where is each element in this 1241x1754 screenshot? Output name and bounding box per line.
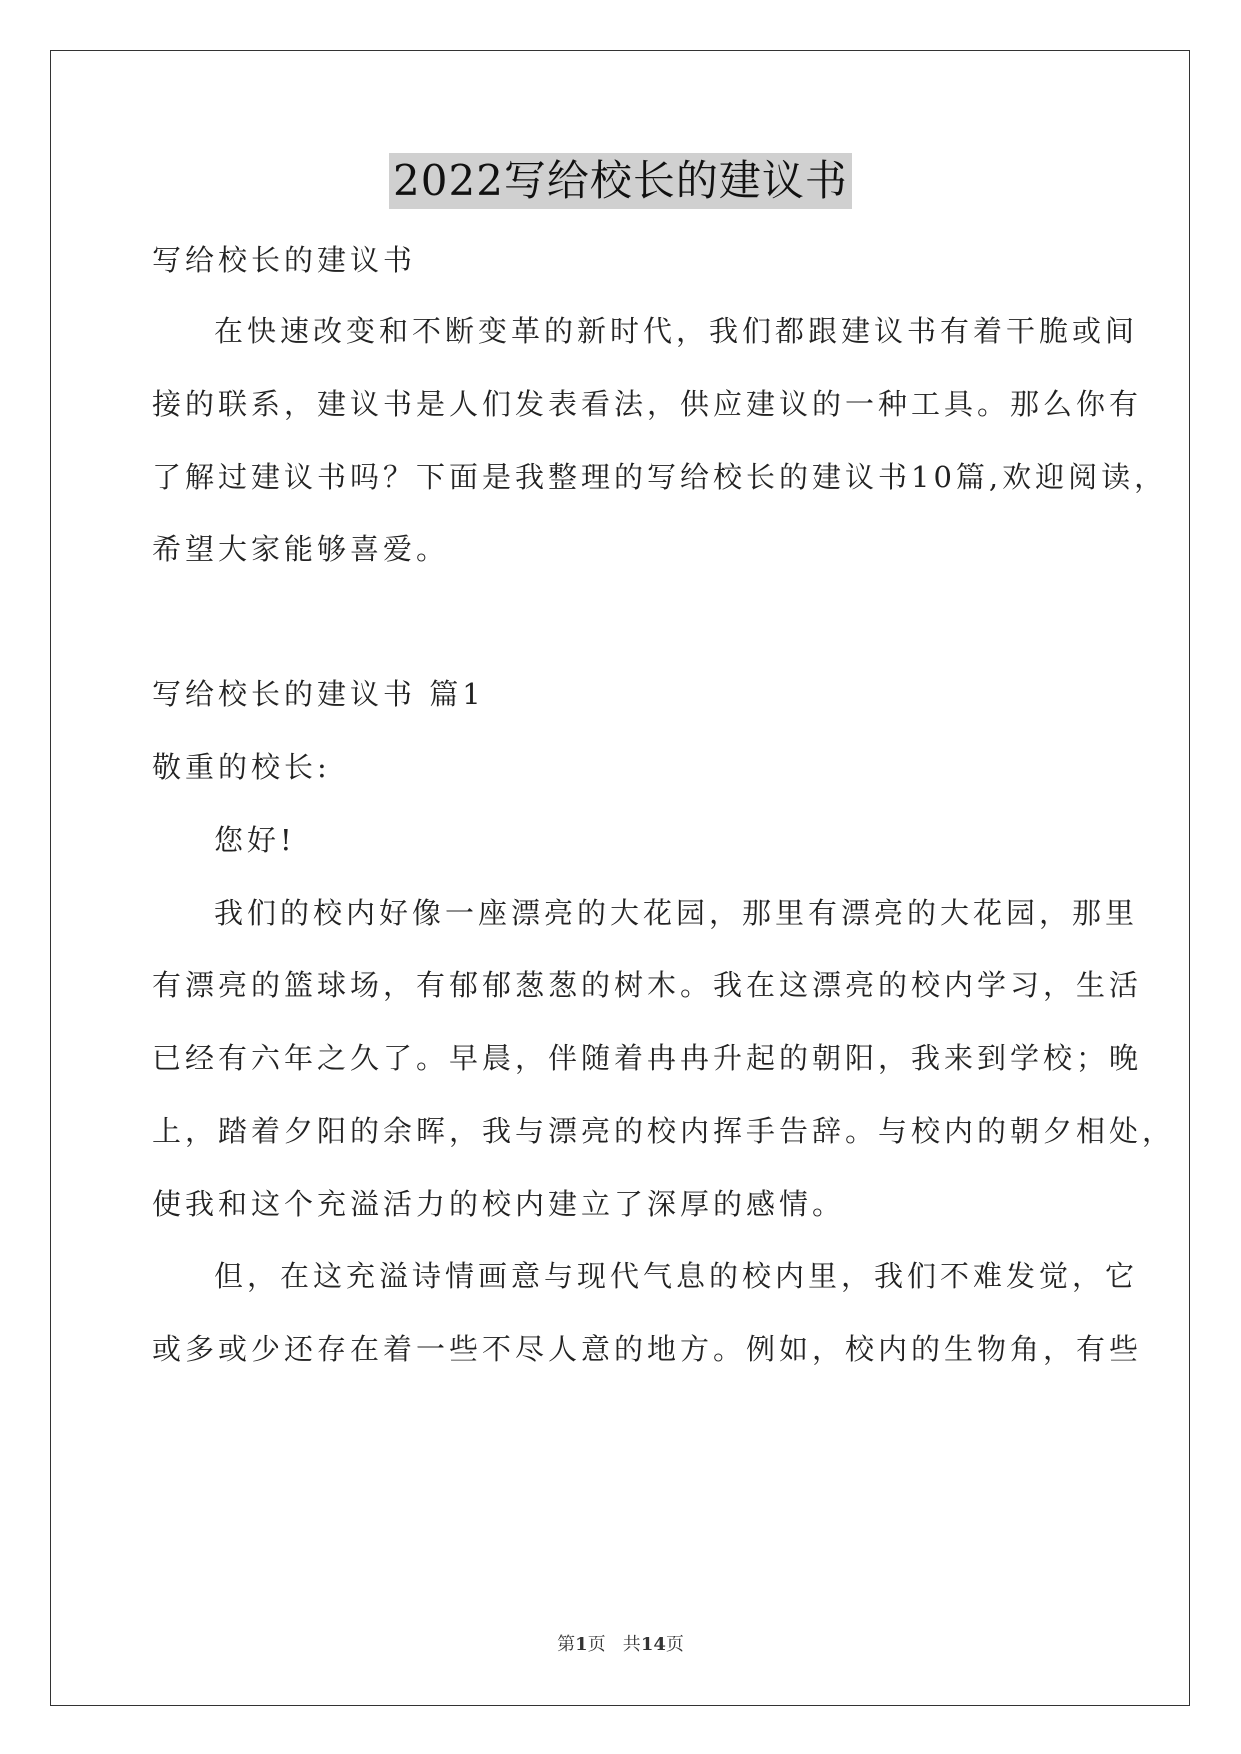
subtitle: 写给校长的建议书 [152, 243, 417, 277]
section-heading: 写给校长的建议书 篇1 [152, 677, 485, 711]
intro-line: 希望大家能够喜爱。 [152, 532, 450, 566]
paragraph-line: 使我和这个充溢活力的校内建立了深厚的感情。 [152, 1187, 846, 1221]
footer-prefix: 第 [557, 1634, 576, 1655]
footer-page-number: 1 [575, 1634, 588, 1655]
page-footer [0, 1630, 1241, 1656]
salutation: 敬重的校长: [152, 750, 331, 784]
paragraph-line: 但，在这充溢诗情画意与现代气息的校内里，我们不难发觉，它 [214, 1259, 1139, 1293]
page-border [50, 50, 1190, 1706]
paragraph-line: 已经有六年之久了。早晨，伴随着冉冉升起的朝阳，我来到学校；晚 [152, 1041, 1143, 1075]
footer-mid: 页 共 [587, 1634, 641, 1655]
paragraph-line: 或多或少还存在着一些不尽人意的地方。例如，校内的生物角，有些 [152, 1332, 1143, 1366]
paragraph-line: 有漂亮的篮球场，有郁郁葱葱的树木。我在这漂亮的校内学习，生活 [152, 968, 1143, 1002]
greeting: 您好! [214, 823, 296, 857]
document-title: 2022写给校长的建议书 [389, 153, 852, 209]
paragraph-line: 上，踏着夕阳的余晖，我与漂亮的校内挥手告辞。与校内的朝夕相处， [152, 1114, 1176, 1148]
intro-line: 接的联系，建议书是人们发表看法，供应建议的一种工具。那么你有 [152, 387, 1143, 421]
intro-line: 在快速改变和不断变革的新时代，我们都跟建议书有着干脆或间 [214, 314, 1139, 348]
paragraph-line: 我们的校内好像一座漂亮的大花园，那里有漂亮的大花园，那里 [214, 896, 1139, 930]
footer-total-pages: 14 [640, 1634, 666, 1655]
intro-line: 了解过建议书吗？下面是我整理的写给校长的建议书10篇,欢迎阅读， [152, 460, 1168, 494]
footer-suffix: 页 [665, 1634, 684, 1655]
title-container [0, 153, 1241, 209]
